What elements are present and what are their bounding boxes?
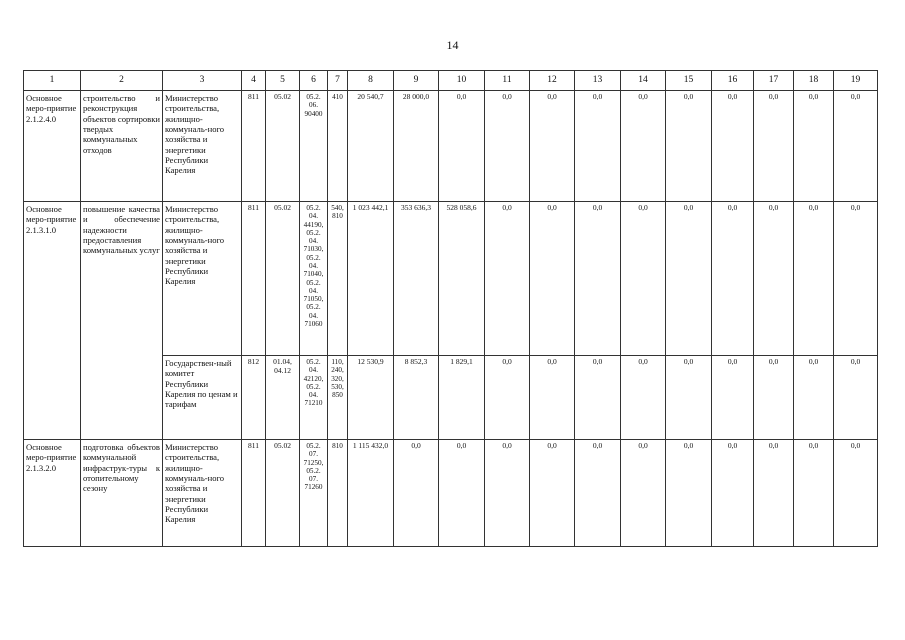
value-cell: 0,0 (621, 356, 666, 440)
value-cell: 0,0 (712, 91, 754, 202)
value-cell: 0,0 (666, 91, 712, 202)
rzpr-cell: 05.02 (266, 91, 300, 202)
value-cell: 0,0 (394, 440, 439, 547)
executor-cell: Государствен-ный комитет Республики Карелия по ценам и тарифам (163, 356, 242, 440)
value-cell: 0,0 (530, 91, 575, 202)
column-header: 10 (439, 71, 485, 91)
column-header: 16 (712, 71, 754, 91)
column-header: 11 (485, 71, 530, 91)
event-name-cell: повышение качества и обеспечение надежности предоставления коммунальных услуг (81, 202, 163, 440)
value-cell: 8 852,3 (394, 356, 439, 440)
csr-cell: 05.2. 06. 90400 (300, 91, 328, 202)
value-cell: 0,0 (754, 202, 794, 356)
value-cell: 28 000,0 (394, 91, 439, 202)
value-cell: 528 058,6 (439, 202, 485, 356)
value-cell: 0,0 (530, 440, 575, 547)
grbs-cell: 811 (242, 91, 266, 202)
rzpr-cell: 05.02 (266, 202, 300, 356)
column-header: 1 (24, 71, 81, 91)
value-cell: 0,0 (621, 440, 666, 547)
value-cell: 0,0 (575, 91, 621, 202)
value-cell: 0,0 (754, 91, 794, 202)
column-header: 14 (621, 71, 666, 91)
column-header: 17 (754, 71, 794, 91)
csr-cell: 05.2. 04. 42120, 05.2. 04. 71210 (300, 356, 328, 440)
executor-cell: Министерство строительства, жилищно-коммуналь-ного хозяйства и энергетики Республики Карелия (163, 440, 242, 547)
value-cell: 0,0 (666, 440, 712, 547)
value-cell: 0,0 (621, 202, 666, 356)
value-cell: 0,0 (712, 440, 754, 547)
value-cell: 1 023 442,1 (348, 202, 394, 356)
value-cell: 0,0 (666, 202, 712, 356)
value-cell: 0,0 (834, 440, 878, 547)
value-cell: 1 829,1 (439, 356, 485, 440)
value-cell: 0,0 (834, 202, 878, 356)
executor-cell: Министерство строительства, жилищно-коммуналь-ного хозяйства и энергетики Республики Карелия (163, 91, 242, 202)
column-header: 2 (81, 71, 163, 91)
column-header: 5 (266, 71, 300, 91)
event-name-cell: подготовка объектов коммунальной инфраструк-туры к отопительному сезону (81, 440, 163, 547)
value-cell: 0,0 (754, 356, 794, 440)
value-cell: 12 530,9 (348, 356, 394, 440)
value-cell: 0,0 (834, 91, 878, 202)
value-cell: 0,0 (712, 356, 754, 440)
value-cell: 0,0 (575, 440, 621, 547)
grbs-cell: 812 (242, 356, 266, 440)
event-cell: Основное меро-приятие 2.1.3.2.0 (24, 440, 81, 547)
table-row (24, 91, 878, 202)
event-name-cell: строительство и реконструкция объектов сортировки твердых коммунальных отходов (81, 91, 163, 202)
vr-cell: 810 (328, 440, 348, 547)
value-cell: 353 636,3 (394, 202, 439, 356)
value-cell: 0,0 (794, 440, 834, 547)
column-header: 13 (575, 71, 621, 91)
header-row (24, 71, 878, 91)
value-cell: 0,0 (712, 202, 754, 356)
column-header: 4 (242, 71, 266, 91)
value-cell: 0,0 (621, 91, 666, 202)
value-cell: 0,0 (575, 356, 621, 440)
column-header: 18 (794, 71, 834, 91)
grbs-cell: 811 (242, 440, 266, 547)
value-cell: 0,0 (834, 356, 878, 440)
value-cell: 0,0 (485, 356, 530, 440)
vr-cell: 110, 240, 320, 530, 850 (328, 356, 348, 440)
value-cell: 0,0 (485, 440, 530, 547)
rzpr-cell: 05.02 (266, 440, 300, 547)
value-cell: 0,0 (439, 440, 485, 547)
value-cell: 0,0 (530, 202, 575, 356)
vr-cell: 540, 810 (328, 202, 348, 356)
vr-cell: 410 (328, 91, 348, 202)
value-cell: 0,0 (530, 356, 575, 440)
grbs-cell: 811 (242, 202, 266, 356)
column-header: 19 (834, 71, 878, 91)
csr-cell: 05.2. 04. 44190, 05.2. 04. 71030, 05.2. 04. 71040, 05.2. 04. 71050, 05.2. 04. 71060 (300, 202, 328, 356)
value-cell: 0,0 (485, 202, 530, 356)
value-cell: 0,0 (794, 202, 834, 356)
csr-cell: 05.2. 07. 71250, 05.2. 07. 71260 (300, 440, 328, 547)
value-cell: 20 540,7 (348, 91, 394, 202)
column-header: 12 (530, 71, 575, 91)
event-cell: Основное меро-приятие 2.1.3.1.0 (24, 202, 81, 440)
value-cell: 0,0 (754, 440, 794, 547)
column-header: 6 (300, 71, 328, 91)
column-header: 8 (348, 71, 394, 91)
event-cell: Основное меро-приятие 2.1.2.4.0 (24, 91, 81, 202)
page-number: 14 (446, 38, 459, 52)
value-cell: 0,0 (794, 356, 834, 440)
value-cell: 1 115 432,0 (348, 440, 394, 547)
table-row (24, 202, 878, 356)
column-header: 9 (394, 71, 439, 91)
column-header: 15 (666, 71, 712, 91)
value-cell: 0,0 (666, 356, 712, 440)
value-cell: 0,0 (485, 91, 530, 202)
column-header: 7 (328, 71, 348, 91)
value-cell: 0,0 (794, 91, 834, 202)
column-header: 3 (163, 71, 242, 91)
executor-cell: Министерство строительства, жилищно-коммуналь-ного хозяйства и энергетики Республики Карелия (163, 202, 242, 356)
rzpr-cell: 01.04, 04.12 (266, 356, 300, 440)
value-cell: 0,0 (575, 202, 621, 356)
program-table (23, 70, 878, 547)
table-row (24, 440, 878, 547)
value-cell: 0,0 (439, 91, 485, 202)
